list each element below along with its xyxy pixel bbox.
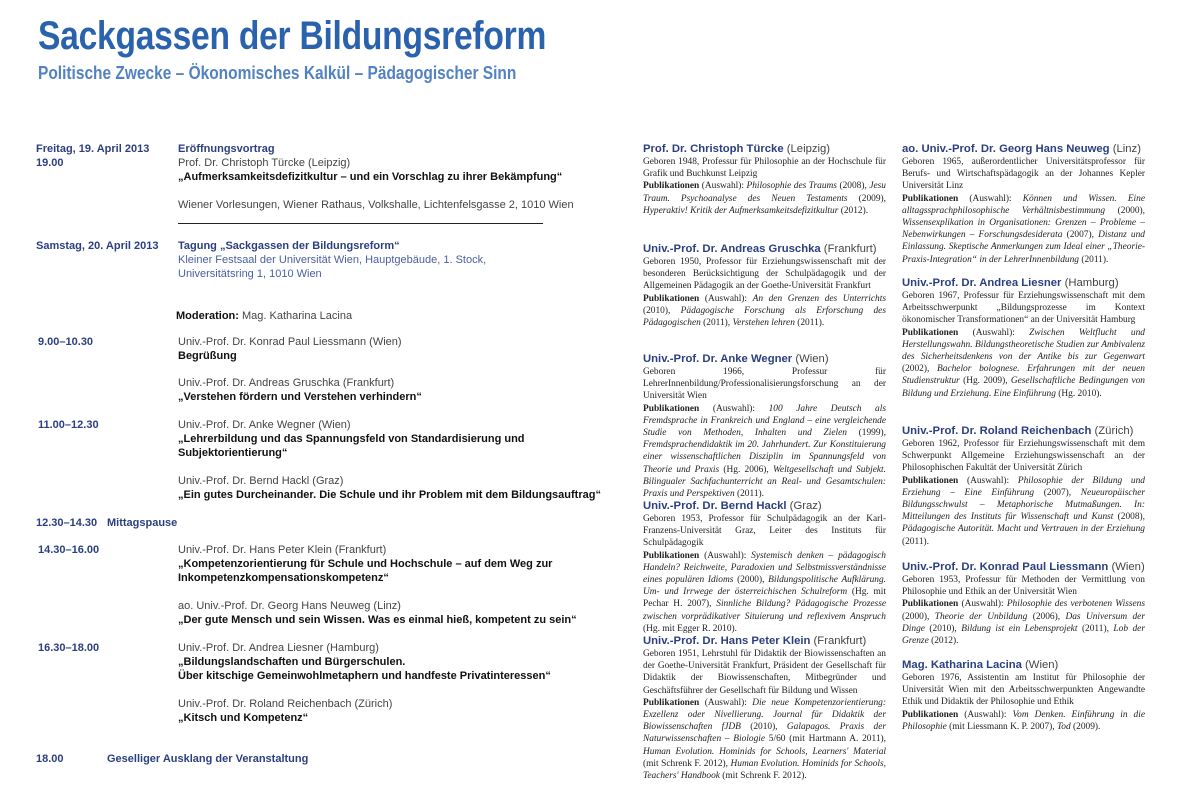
publication-text: (2002),: [902, 364, 938, 375]
publications-label: Publikationen: [902, 599, 959, 610]
publications-label: Publikationen: [902, 475, 959, 486]
publication-text: (2007),: [1062, 230, 1099, 241]
publication-text: (2000),: [902, 611, 935, 622]
slot-talk: Inkompetenzkompensationskompetenz“: [178, 572, 389, 584]
publication-text: Die neue Kompetenzorientierung: Exzellenz oder Nivellierung. Journal für Didaktik der Biowissenschaften fJDB: [643, 697, 886, 733]
publication-text: (2011),: [700, 318, 733, 329]
publication-text: (2000),: [733, 575, 769, 586]
speaker-publications: [643, 697, 886, 782]
publications-sublabel: (Auswahl):: [699, 697, 753, 708]
publications-sublabel: (Auswahl):: [958, 327, 1030, 338]
publications-label: Publikationen: [643, 181, 700, 192]
moderation-label: Moderation:: [176, 310, 239, 322]
slot-speaker: Univ.-Prof. Dr. Andreas Gruschka (Frankfurt): [178, 377, 395, 389]
speaker-description: Geboren 1953, Professor für Schulpädagogik an der Karl-Franzens-Universität Graz, Leiter des Instituts für Schulpädagogik: [643, 514, 886, 549]
slot-speaker: Univ.-Prof. Dr. Hans Peter Klein (Frankfurt): [178, 544, 387, 556]
publications-label: Publikationen: [643, 293, 700, 304]
slot-speaker: ao. Univ.-Prof. Dr. Georg Hans Neuweg (Linz): [178, 600, 401, 612]
speaker-bio: [902, 142, 1145, 266]
publication-text: (2008),: [836, 181, 870, 192]
publication-text: (2011).: [734, 489, 764, 500]
publications-label: Publikationen: [643, 697, 700, 708]
speaker-city: (Leipzig): [783, 143, 831, 155]
publications-sublabel: (Auswahl):: [958, 709, 1013, 720]
publication-text: Hyperaktiv! Kritik der Aufmerksamkeitsdefizitkultur: [643, 205, 839, 216]
publication-text: Bildungspolitische Aufklärung. Um- und Irrwege der österreichischen Schulreform: [643, 575, 886, 598]
slot-talk: „Kompetenzorientierung für Schule und Hochschule – auf dem Weg zur: [178, 558, 553, 570]
publication-text: Verstehen lehren: [732, 318, 795, 329]
speaker-city: (Wien): [1108, 561, 1145, 573]
speaker-description: Geboren 1953, Professur für Methoden der Vermittlung von Philosophie und Ethik an der Universität Wien: [902, 575, 1145, 598]
publication-text: Distanz und Einlassung. Skeptische Anmerkungen zum Ideal einer „Theorie-Praxis-Integration“ in der LehrerInnenbildung: [902, 230, 1145, 265]
publication-text: (2011).: [794, 318, 825, 329]
speaker-city: (Graz): [786, 500, 822, 512]
publications-label: Publikationen: [902, 709, 959, 720]
speaker-publications: [643, 550, 886, 635]
publication-text: Neueuropäischer Bildungsschwulst – Metaphorische Mutmaßungen. In: Mitteilungen des Instituts für Wissenschaft und Kunst: [902, 487, 1146, 523]
publication-text: 5/60 (mit Hartmann A. 2011),: [765, 734, 886, 745]
publication-text: (Hg. 2006),: [719, 464, 773, 475]
friday-talk: „Aufmerksamkeitsdefizitkultur – und ein Vorschlag zu ihrer Bekämpfung“: [178, 171, 563, 183]
slot-talk: Subjektorientierung“: [178, 447, 288, 459]
publications-sublabel: (Auswahl):: [699, 550, 752, 561]
slot-time: 16.30–18.00: [38, 642, 100, 654]
publications-label: Publikationen: [643, 550, 700, 561]
publication-text: (Hg. 2010).: [1055, 388, 1102, 399]
publication-text: (Hg. 2009),: [959, 376, 1011, 387]
publication-text: (2010),: [924, 623, 962, 634]
publication-text: Sinnliche Bildung? Pädagogische Prozesse zwischen vorprädikativer Situierung und reflexivem Anspruch: [643, 599, 887, 622]
page-subtitle: Politische Zwecke – Ökonomisches Kalkül – Pädagogischer Sinn: [38, 63, 517, 83]
slot-talk: „Verstehen fördern und Verstehen verhindern“: [178, 391, 422, 403]
speaker-name: Univ.-Prof. Dr. Konrad Paul Liessmann (Wien): [902, 561, 1145, 573]
speaker-bio: [643, 499, 886, 635]
speaker-bio: [902, 276, 1145, 400]
publication-text: Gesellschaftliche Bedingungen von Bildung und Erziehung. Eine Einführung: [902, 376, 1145, 399]
publication-text: Lob der Grenze: [902, 623, 1145, 647]
speaker-description: Geboren 1962, Professor für Erziehungswissenschaft mit dem Schwerpunkt Allgemeine Erziehungswissenschaft an der Philosophischen Fakultät der Universität Zürich: [902, 439, 1145, 474]
divider: [178, 223, 543, 224]
publication-text: Zwischen Weltflucht und Herstellungswahn. Bildungstheoretische Studien zur Ambivalenz des Sicherheitsdenkens von der Antike bis zur Gegenwart: [902, 327, 1145, 363]
publication-text: Pädagogische Autorität. Macht und Vertrauen in der Erziehung: [902, 524, 1145, 535]
publication-text: (2011).: [1078, 254, 1109, 265]
publication-text: (mit Schrenk F. 2012),: [643, 758, 731, 769]
speaker-bio: [902, 658, 1145, 733]
page-title: Sackgassen der Bildungsreform: [38, 14, 547, 58]
speaker-name: Univ.-Prof. Dr. Hans Peter Klein (Frankfurt): [643, 635, 867, 647]
speaker-description: Geboren 1966, Professur für LehrerInnenbildung/Professionalisierungsforschung an der Universität Wien: [643, 367, 886, 402]
speaker-name: Univ.-Prof. Dr. Andreas Gruschka (Frankfurt): [643, 243, 877, 255]
slot-talk: „Lehrerbildung und das Spannungsfeld von Standardisierung und: [178, 433, 525, 445]
publication-text: (2012).: [838, 205, 869, 216]
publication-text: (Hg. mit Egger R. 2010).: [643, 623, 737, 634]
slot-time: 14.30–16.00: [38, 544, 100, 556]
publication-text: (mit Liessmann K. P. 2007),: [946, 721, 1057, 732]
slot-talk: „Bildungslandschaften und Bürgerschulen.: [178, 656, 406, 668]
publication-text: (2010),: [643, 305, 681, 316]
friday-event: Eröffnungsvortrag: [178, 143, 275, 155]
publications-sublabel: (Auswahl):: [699, 293, 753, 304]
speaker-description: Geboren 1976, Assistentin am Institut für Philosophie der Universität Wien mit den Arbeitsschwerpunkten Angewandte Ethik und Didaktik der Philosophie und Ethik: [902, 673, 1145, 708]
speaker-publications: [902, 475, 1145, 548]
slot-speaker: Univ.-Prof. Dr. Roland Reichenbach (Zürich): [178, 698, 393, 710]
speaker-publications: [643, 180, 886, 217]
slot-time: 9.00–10.30: [38, 336, 94, 348]
publication-text: Fremdsprachendidaktik im 20. Jahrhundert. Zur Konstituierung einer wissenschaftlichen Disziplin im Spannungsfeld von Theorie und Praxis: [643, 440, 886, 475]
saturday-venue-1: Kleiner Festsaal der Universität Wien, Hauptgebäude, 1. Stock,: [178, 254, 487, 266]
speaker-name: Univ.-Prof. Dr. Andrea Liesner (Hamburg): [902, 277, 1119, 289]
publication-text: Tod: [1056, 721, 1071, 732]
publications-sublabel: (Auswahl):: [958, 475, 1018, 486]
publication-text: (2012).: [928, 636, 959, 647]
speaker-bio: [643, 634, 886, 782]
publication-text: (2006),: [1027, 611, 1066, 622]
publication-text: Galapagos. Praxis der Naturwissenschaften – Biologie: [643, 722, 887, 745]
speaker-name: Univ.-Prof. Dr. Bernd Hackl (Graz): [643, 500, 822, 512]
publication-text: (2009),: [847, 193, 886, 204]
speaker-description: Geboren 1965, außerordentlicher Universitätsprofessor für Berufs- und Wirtschaftspädagogik an der Johannes Kepler Universität Linz: [902, 157, 1145, 192]
publication-text: Jesu Traum. Psychoanalyse des Neuen Testaments: [643, 181, 886, 204]
publications-label: Publikationen: [643, 403, 700, 414]
speaker-description: Geboren 1950, Professor für Erziehungswissenschaft mit der besonderen Berücksichtigung der Schulpädagogik und der Allgemeinen Pädagogik an der Goethe-Universität Frankfurt: [643, 257, 886, 292]
publications-sublabel: (Auswahl):: [699, 403, 769, 414]
speaker-city: (Wien): [1021, 659, 1059, 671]
slot-talk: „Ein gutes Durcheinander. Die Schule und ihr Problem mit dem Bildungsauftrag“: [178, 489, 601, 501]
speaker-bio: [643, 142, 886, 217]
publication-text: Human Evolution. Hominids for Schools, Teachers' Handbook: [643, 758, 886, 782]
speaker-city: (Hamburg): [1061, 277, 1119, 289]
publication-text: Philosophie des verbotenen Wissens: [1006, 599, 1145, 610]
saturday-venue-2: Universitätsring 1, 1010 Wien: [178, 268, 322, 280]
lunch-label: Mittagspause: [107, 517, 178, 529]
speaker-bio: [643, 352, 886, 500]
publication-text: Weltgesellschaft und Subjekt. Bilingualer Sachfachunterricht an Real- und Gesamtschulen: Praxis und Perspektiven: [643, 464, 886, 500]
publication-text: (Hg. mit Pechar H. 2007),: [643, 587, 886, 610]
speaker-name: Univ.-Prof. Dr. Roland Reichenbach (Zürich): [902, 425, 1134, 437]
publication-text: (2008),: [1113, 512, 1146, 523]
publication-text: Pädagogische Forschung als Erforschung des Pädagogischen: [643, 305, 886, 329]
publication-text: (1999),: [846, 428, 886, 439]
publication-text: An den Grenzen des Unterrichts: [752, 293, 886, 304]
friday-venue: Wiener Vorlesungen, Wiener Rathaus, Volkshalle, Lichtenfelsgasse 2, 1010 Wien: [178, 199, 574, 211]
speaker-city: (Wien): [792, 353, 829, 365]
slot-speaker: Univ.-Prof. Dr. Anke Wegner (Wien): [178, 419, 351, 431]
slot-speaker: Univ.-Prof. Dr. Andrea Liesner (Hamburg): [178, 642, 379, 654]
speaker-bio: [643, 242, 886, 329]
slot-talk: „Kitsch und Kompetenz“: [178, 712, 309, 724]
friday-speaker: Prof. Dr. Christoph Türcke (Leipzig): [178, 157, 351, 169]
slot-talk: Über kitschige Gemeinwohlmetaphern und handfeste Privatinteressen“: [178, 670, 551, 682]
speaker-name: Mag. Katharina Lacina (Wien): [902, 659, 1059, 671]
publications-label: Publikationen: [902, 327, 959, 338]
speaker-bio: [902, 560, 1145, 647]
speaker-city: (Frankfurt): [820, 243, 877, 255]
publication-text: Bachelor bolognese. Erfahrungen mit der neuen Studienstruktur: [902, 364, 1145, 387]
slot-speaker: Univ.-Prof. Dr. Konrad Paul Liessmann (Wien): [178, 336, 402, 348]
publications-sublabel: (Auswahl):: [958, 193, 1023, 204]
publication-text: Theorie der Unbildung: [934, 611, 1028, 622]
speaker-name: ao. Univ.-Prof. Dr. Georg Hans Neuweg (Linz): [902, 143, 1141, 155]
slot-speaker: Univ.-Prof. Dr. Bernd Hackl (Graz): [178, 475, 344, 487]
friday-date: Freitag, 19. April 2013: [36, 143, 150, 155]
speaker-publications: [902, 327, 1145, 400]
speaker-publications: [643, 403, 886, 501]
saturday-event: Tagung „Sackgassen der Bildungsreform“: [178, 240, 400, 252]
publication-text: Das Universum der Dinge: [902, 611, 1145, 634]
publication-text: (2000),: [1105, 205, 1146, 216]
publication-text: Human Evolution. Hominids for Schools, Learners' Material: [643, 746, 886, 757]
speaker-publications: [643, 293, 886, 330]
publications-sublabel: (Auswahl):: [699, 181, 747, 192]
closing-time: 18.00: [36, 753, 64, 765]
publication-text: (2010),: [740, 722, 787, 733]
speaker-publications: [902, 598, 1145, 647]
publication-text: Wissensexplikation in Organisationen: Grenzen – Probleme – Nebenwirkungen – Forschungsdesiderata: [902, 218, 1145, 241]
publication-text: (2011),: [1077, 623, 1114, 634]
speaker-description: Geboren 1951, Lehrstuhl für Didaktik der Biowissenschaften an der Goethe-Universität Frankfurt, Präsident der Gesellschaft für Didaktik der Biowissenschaften, Mitbegründer und Geschäftsführer der Gesellschaft für Bildung und Wissen: [643, 649, 886, 696]
publication-text: Philosophie des Traums: [746, 181, 837, 192]
speaker-city: (Linz): [1109, 143, 1141, 155]
publication-text: Philosophie der Bildung und Erziehung – Eine Einführung: [902, 475, 1145, 498]
saturday-date: Samstag, 20. April 2013: [36, 240, 159, 252]
publications-label: Publikationen: [902, 193, 959, 204]
speaker-name: Prof. Dr. Christoph Türcke (Leipzig): [643, 143, 831, 155]
publication-text: (2009).: [1070, 721, 1101, 732]
publications-sublabel: (Auswahl):: [958, 599, 1007, 610]
speaker-name: Univ.-Prof. Dr. Anke Wegner (Wien): [643, 353, 829, 365]
speaker-publications: [902, 193, 1145, 266]
slot-time: 11.00–12.30: [38, 419, 99, 431]
speaker-description: Geboren 1948, Professur für Philosophie an der Hochschule für Grafik und Buchkunst Leipzig: [643, 157, 886, 180]
publication-text: Systemisch denken – pädagogisch Handeln? Reichweite, Paradoxien und Selbstmissverständnisse eines populären Idioms: [643, 550, 886, 586]
slot-talk: Begrüßung: [178, 350, 237, 362]
publication-text: (2007),: [1034, 487, 1081, 498]
friday-time: 19.00: [36, 157, 64, 169]
publication-text: (2011).: [902, 536, 929, 547]
speaker-city: (Zürich): [1091, 425, 1134, 437]
lunch-time: 12.30–14.30: [36, 517, 98, 529]
closing-label: Geselliger Ausklang der Veranstaltung: [107, 753, 309, 765]
speaker-publications: [902, 709, 1145, 733]
slot-talk: „Der gute Mensch und sein Wissen. Was es einmal hieß, kompetent zu sein“: [178, 614, 577, 626]
speaker-city: (Frankfurt): [810, 635, 867, 647]
publication-text: (mit Schrenk F. 2012).: [719, 771, 807, 782]
publication-text: Bildung ist ein Lebensprojekt: [961, 623, 1078, 634]
moderation-name: Mag. Katharina Lacina: [238, 310, 353, 322]
publication-text: Können und Wissen. Eine alltagssprachphilosophische Verhältnisbestimmung: [902, 193, 1145, 216]
publication-text: Vom Denken. Einführung in die Philosophie: [902, 709, 1145, 732]
speaker-bio: [902, 424, 1145, 548]
speaker-description: Geboren 1967, Professur für Erziehungswissenschaft mit dem Arbeitsschwerpunkt „Bildungsprozesse im Kontext ökonomischer Transformationen“ an der Universität Hamburg: [902, 291, 1145, 326]
publication-text: 100 Jahre Deutsch als Fremdsprache in Frankreich und England – eine vergleichende Studie von Methoden, Inhalten und Zielen: [643, 403, 886, 439]
moderation: [176, 309, 352, 323]
